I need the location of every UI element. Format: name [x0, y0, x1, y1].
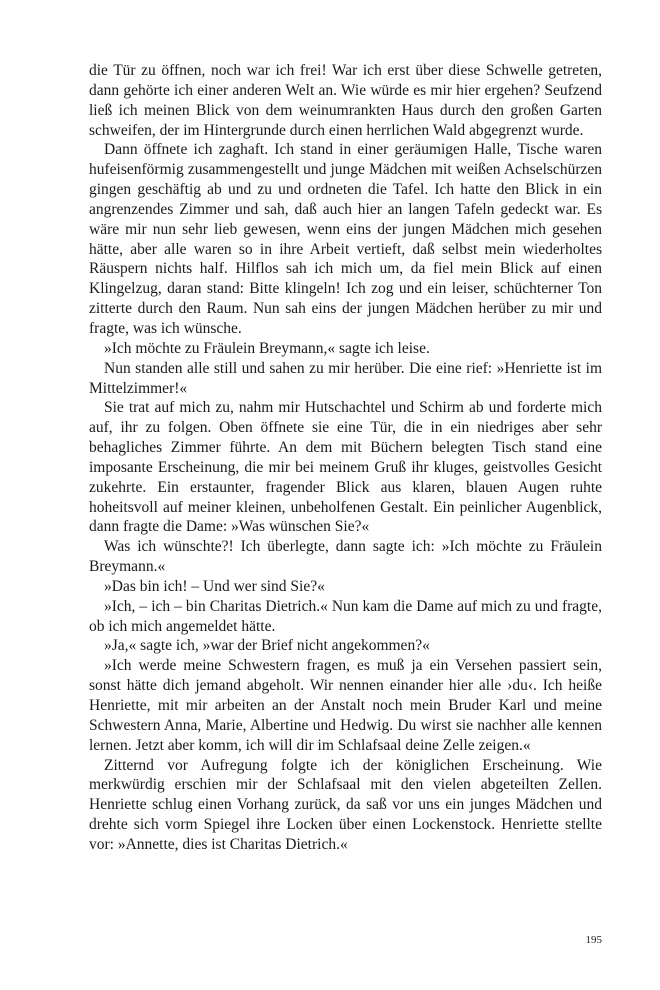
paragraph: Nun standen alle still und sahen zu mir herüber. Die eine rief: »Henriette ist im Mittelzimmer!« [89, 359, 602, 397]
paragraph: die Tür zu öffnen, noch war ich frei! War ich erst über diese Schwelle getreten, dann gehörte ich einer anderen Welt an. Wie würde es mir hier ergehen? Seufzend ließ ich meinen Blick von dem weinumrankten Haus durch den großen Garten schweifen, der im Hintergrunde durch einen herrlichen Wald abgegrenzt wurde. [89, 62, 602, 139]
paragraph: Sie trat auf mich zu, nahm mir Hutschachtel und Schirm ab und forderte mich auf, ihr zu folgen. Oben öffnete sie eine Tür, die in ein niedriges aber sehr behagliches Zimmer führte. An dem mit Büchern belegten Tisch stand eine imposante Erscheinung, die mir bei meinem Gruß ihr kluges, geistvolles Gesicht zukehrte. Ein erstaunter, fragender Blick aus klaren, blauen Augen ruhte hoheitsvoll auf meiner kleinen, unbeholfenen Gestalt. Ein peinlicher Augenblick, dann fragte die Dame: »Was wünschen Sie?« [89, 399, 602, 536]
paragraph: Zitternd vor Aufregung folgte ich der königlichen Erscheinung. Wie merkwürdig erschien mir der Schlafsaal mit den vielen abgeteilten Zellen. Henriette schlug einen Vorhang zurück, da saß vor uns ein junges Mädchen und drehte sich vorm Spiegel ihre Locken über einen Lockenstock. Henriette stellte vor: »Annette, dies ist Charitas Dietrich.« [89, 756, 602, 853]
paragraph: »Das bin ich! – Und wer sind Sie?« [104, 577, 325, 595]
paragraph: Was ich wünschte?! Ich überlegte, dann sagte ich: »Ich möchte zu Fräulein Breymann.« [89, 538, 602, 576]
paragraph: »Ich möchte zu Fräulein Breymann,« sagte ich leise. [104, 339, 430, 357]
body-text [89, 61, 602, 855]
page-number: 195 [585, 934, 602, 946]
paragraph: »Ich werde meine Schwestern fragen, es muß ja ein Versehen passiert sein, sonst hätte dich jemand abgeholt. Wir nennen einander hier alle ›du‹. Ich heiße Henriette, mit mir arbeiten an der Anstalt noch mein Bruder Karl und meine Schwestern Anna, Marie, Albertine und Hedwig. Du wirst sie nachher alle kennen lernen. Jetzt aber komm, ich will dir im Schlafsaal deine Zelle zeigen.« [89, 657, 602, 754]
paragraph: »Ich, – ich – bin Charitas Dietrich.« Nun kam die Dame auf mich zu und fragte, ob ich mich angemeldet hätte. [89, 597, 602, 635]
paragraph: Dann öffnete ich zaghaft. Ich stand in einer geräumigen Halle, Tische waren hufeisenförmig zusammengestellt und junge Mädchen mit weißen Achselschürzen gingen geschäftig ab und zu und ordneten die Tafel. Ich hatte den Blick in ein angrenzendes Zimmer und sah, daß auch hier an langen Tafeln gedeckt war. Es wäre mir nun sehr lieb gewesen, wenn eins der jungen Mädchen mich gesehen hätte, aber alle waren so in ihre Arbeit vertieft, daß selbst mein wiederholtes Räuspern nichts half. Hilflos sah ich mich um, da fiel mein Blick auf einen Klingelzug, daran stand: Bitte klingeln! Ich zog und ein leiser, schüchterner Ton zitterte durch den Raum. Nun sah eins der jungen Mädchen herüber zu mir und fragte, was ich wünsche. [89, 141, 602, 337]
paragraph: »Ja,« sagte ich, »war der Brief nicht angekommen?« [104, 637, 430, 655]
